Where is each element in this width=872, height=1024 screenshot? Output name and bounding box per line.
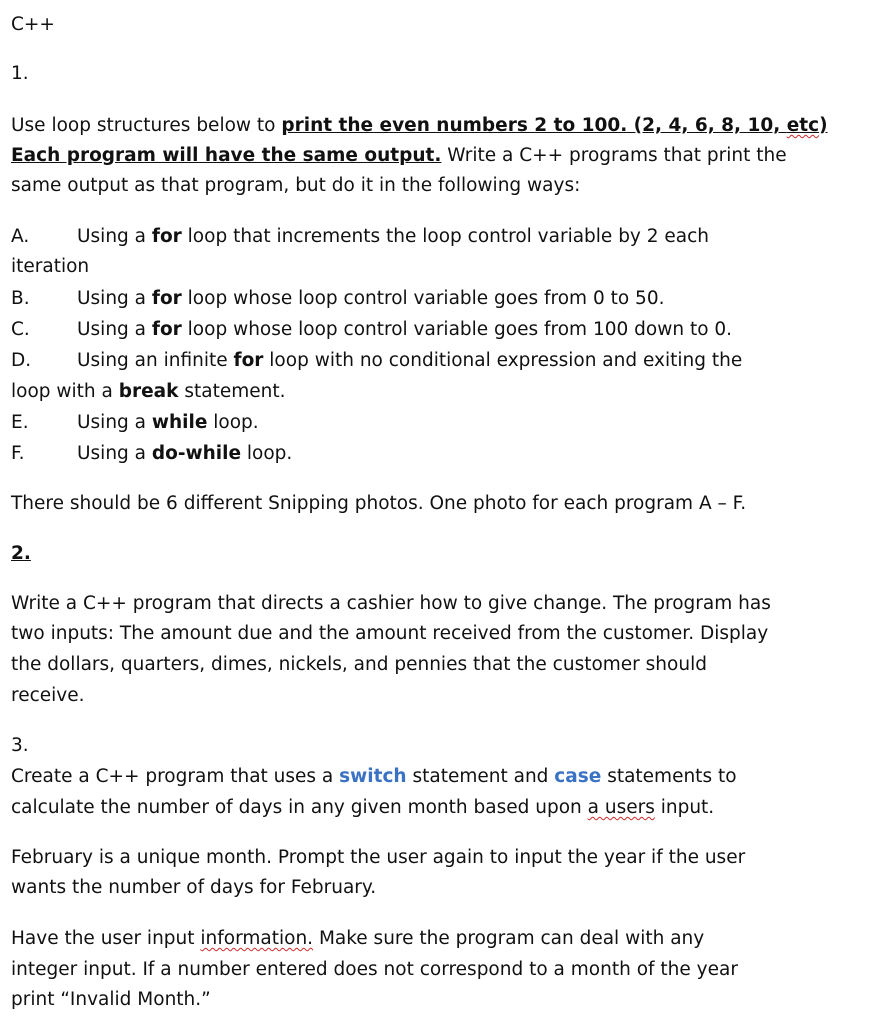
keyword: while — [151, 412, 208, 433]
list-item-d: D. Using an infinite for loop with no conditional expression and exiting the — [11, 350, 743, 371]
question-2-line-3: the dollars, quarters, dimes, nickels, and pennies that the customer should — [11, 654, 707, 675]
intro-bold-output: Each program will have the same output. — [11, 145, 442, 166]
question-1-intro-line-1 — [11, 114, 828, 138]
keyword: for — [233, 350, 264, 371]
keyword-case: case — [554, 766, 602, 787]
spellcheck-etc: etc — [786, 115, 820, 136]
list-item-label: E. — [11, 412, 29, 433]
keyword: do-while — [151, 443, 242, 464]
question-3-february-line-2: wants the number of days for February. — [11, 877, 377, 898]
intro-text-2: Write a C++ programs that print the — [441, 145, 787, 166]
keyword: for — [151, 288, 182, 309]
list-item-label: D. — [11, 350, 32, 371]
list-item-label: C. — [11, 319, 30, 340]
keyword: break — [118, 381, 179, 402]
list-item-d-continuation: loop with a break statement. — [11, 381, 286, 402]
intro-bold-text: print the even numbers 2 to 100. (2, 4, 6, 8, 10, etc) — [281, 115, 828, 136]
list-item-a: A. Using a for loop that increments the loop control variable by 2 each — [11, 226, 710, 247]
question-3-info-line-3: print “Invalid Month.” — [11, 989, 211, 1010]
question-1-intro-line-3: same output as that program, but do it in the following ways: — [11, 175, 581, 196]
question-2-line-4: receive. — [11, 685, 85, 706]
keyword: for — [151, 226, 182, 247]
keyword: for — [151, 319, 182, 340]
question-3-line-1: Create a C++ program that uses a switch statement and case statements to — [11, 766, 737, 787]
question-3-info-line-1: Have the user input information. Make sure the program can deal with any — [11, 928, 705, 949]
question-2-number: 2. — [11, 543, 31, 564]
list-item-f: F. Using a do-while loop. — [11, 443, 293, 464]
spellcheck-information: information. — [200, 928, 314, 949]
spellcheck-a-users: a users — [587, 797, 655, 818]
question-3-number: 3. — [11, 735, 29, 756]
question-2-line-1: Write a C++ program that directs a cashier how to give change. The program has — [11, 593, 771, 614]
question-1-note: There should be 6 different Snipping photos. One photo for each program A – F. — [11, 493, 747, 514]
question-1-intro-line-2 — [11, 144, 787, 168]
question-3-line-2: calculate the number of days in any given month based upon a users input. — [11, 797, 715, 818]
question-1-number: 1. — [11, 63, 29, 84]
intro-text: Use loop structures below to — [11, 115, 282, 136]
list-item-label: F. — [11, 443, 25, 464]
question-3-february-line-1: February is a unique month. Prompt the user again to input the year if the user — [11, 847, 746, 868]
keyword-switch: switch — [339, 766, 407, 787]
list-item-label: B. — [11, 288, 30, 309]
list-item-label: A. — [11, 226, 30, 247]
question-2-line-2: two inputs: The amount due and the amount received from the customer. Display — [11, 623, 769, 644]
list-item-c: C. Using a for loop whose loop control variable goes from 100 down to 0. — [11, 319, 733, 340]
question-3-info-line-2: integer input. If a number entered does not correspond to a month of the year — [11, 959, 738, 980]
list-item-a-continuation: iteration — [11, 256, 90, 277]
list-item-b: B. Using a for loop whose loop control variable goes from 0 to 50. — [11, 288, 665, 309]
list-item-e: E. Using a while loop. — [11, 412, 259, 433]
document-title: C++ — [11, 14, 55, 35]
